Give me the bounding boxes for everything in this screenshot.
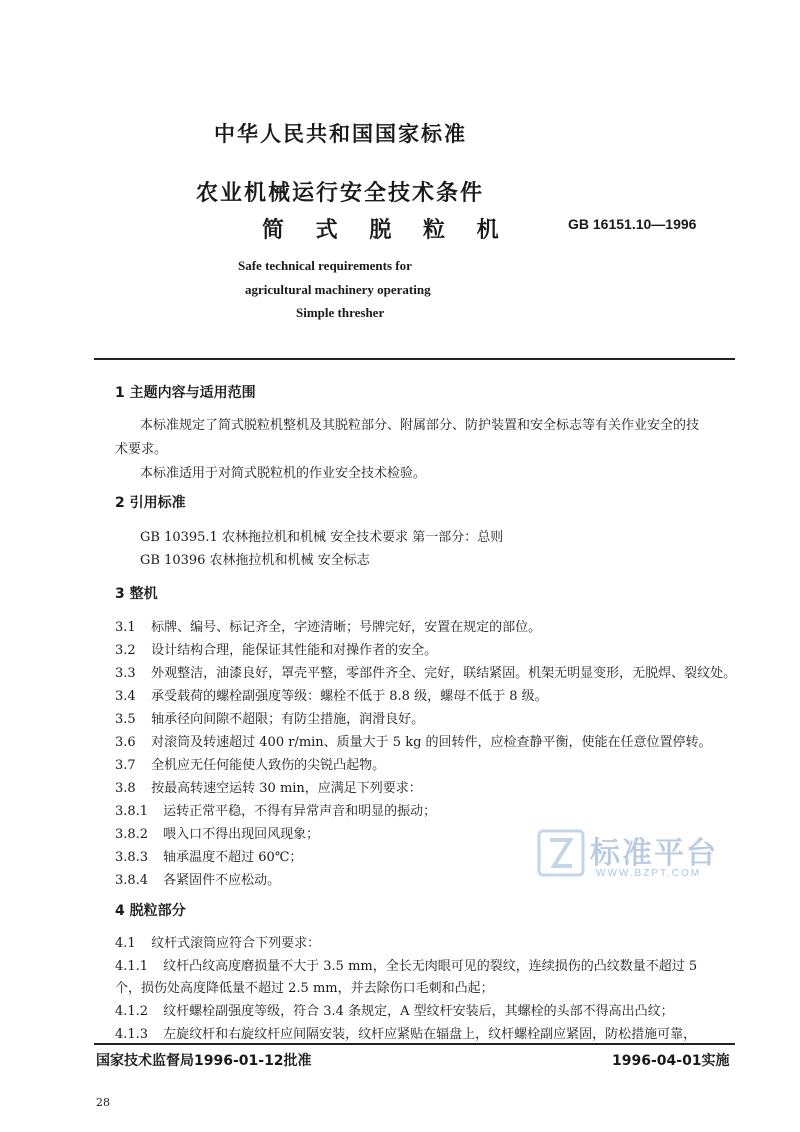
issued-date: 国家技术监督局1996-01-12批准 [96,1053,312,1069]
clause-item [115,777,422,796]
clause-text: 设计结构合理，能保证其性能和对操作者的安全。 [151,643,438,658]
clause-item [115,662,736,681]
clause-item [115,1000,674,1019]
english-title-line-1: Safe technical requirements for [238,258,412,273]
clause-item [115,932,320,951]
section-2-heading: 2 引用标准 [115,495,186,511]
clause-item [115,1023,696,1042]
clause-text: 个，损伤处高度降低量不超过 2.5 mm，并去除伤口毛刺和凸起； [115,981,494,996]
section-1-para-1-line-2: 术要求。 [115,442,168,457]
clause-text: 承受载荷的螺栓副强度等级：螺栓不低于 8.8 级，螺母不低于 8 级。 [151,689,548,704]
watermark-url: WWW.BZPT.COM [596,868,702,879]
clause-number: 3.8.3 [115,850,149,865]
clause-text: 左旋纹杆和右旋纹杆应间隔安装，纹杆应紧贴在辐盘上，纹杆螺栓副应紧固，防松措施可靠， [163,1027,697,1042]
section-1-heading: 1 主题内容与适用范围 [115,385,256,401]
clause-number: 4.1 [115,936,136,951]
clause-text: 对滚筒及转速超过 400 r/min、质量大于 5 kg 的回转件，应检查静平衡，使能在任意位置停转。 [151,735,712,750]
clause-item [115,846,302,865]
reference-item: GB 10396 农林拖拉机和机械 安全标志 [140,553,370,568]
page-number: 28 [96,1096,110,1109]
national-standard-label: 中华人民共和国国家标准 [214,122,467,146]
section-1-para-1-line-1: 本标准规定了简式脱粒机整机及其脱粒部分、附属部分、防护装置和安全标志等有关作业安全的技 [140,418,700,433]
clause-item [115,955,697,974]
clause-item [115,800,436,819]
clause-item [115,869,280,888]
english-title-line-2: agricultural machinery operating [245,282,431,297]
clause-text: 轴承温度不超过 60℃； [163,850,303,865]
clause-number: 3.1 [115,620,136,635]
clause-number: 4.1.2 [115,1004,149,1019]
clause-item [115,754,385,773]
clause-item [115,639,437,658]
footer-divider [94,1043,735,1045]
clause-text: 喂入口不得出现回风现象； [163,827,320,842]
watermark-logo-icon [536,828,586,878]
clause-item [115,708,424,727]
clause-number: 3.7 [115,758,136,773]
section-4-heading: 4 脱粒部分 [115,903,186,919]
clause-text: 各紧固件不应松动。 [163,873,281,888]
clause-number: 4.1.3 [115,1027,149,1042]
clause-number: 3.8.4 [115,873,149,888]
section-3-heading: 3 整机 [115,586,158,602]
watermark-text: 标准平台 [590,836,718,871]
reference-item: GB 10395.1 农林拖拉机和机械 安全技术要求 第一部分：总则 [140,530,504,545]
clause-number: 3.6 [115,735,136,750]
clause-number: 3.8 [115,781,136,796]
clause-text: 按最高转速空运转 30 min，应满足下列要求： [151,781,422,796]
clause-item [115,731,712,750]
clause-item [115,616,541,635]
effective-date: 1996-04-01实施 [612,1053,730,1069]
document-subtitle: 简 式 脱 粒 机 [262,218,511,243]
clause-text: 标牌、编号、标记齐全，字迹清晰；号牌完好，安置在规定的部位。 [151,620,542,635]
clause-text: 纹杆式滚筒应符合下列要求： [151,936,321,951]
english-title-line-3: Simple thresher [296,305,385,320]
clause-number: 3.3 [115,666,136,681]
section-1-para-2: 本标准适用于对简式脱粒机的作业安全技术检验。 [140,466,427,481]
clause-continuation [115,977,494,996]
standard-code: GB 16151.10—1996 [568,216,697,232]
clause-text: 运转正常平稳，不得有异常声音和明显的振动； [163,804,437,819]
clause-number: 3.5 [115,712,136,727]
clause-number: 3.8.2 [115,827,149,842]
clause-text: 全机应无任何能使人致伤的尖锐凸起物。 [151,758,386,773]
clause-text: 轴承径向间隙不超限；有防尘措施，润滑良好。 [151,712,425,727]
clause-number: 3.8.1 [115,804,149,819]
document-title: 农业机械运行安全技术条件 [196,181,485,206]
clause-number: 3.2 [115,643,136,658]
clause-number: 3.4 [115,689,136,704]
clause-text: 外观整洁，油漆良好，罩壳平整，零部件齐全、完好，联结紧固。机架无明显变形，无脱焊、裂纹处。 [151,666,737,681]
clause-text: 纹杆螺栓副强度等级，符合 3.4 条规定，A 型纹杆安装后，其螺栓的头部不得高出凸纹； [163,1004,674,1019]
clause-text: 纹杆凸纹高度磨损量不大于 3.5 mm，全长无肉眼可见的裂纹，连续损伤的凸纹数量不超过 5 [163,959,698,974]
clause-item [115,823,319,842]
clause-item [115,685,548,704]
clause-number: 4.1.1 [115,959,149,974]
header-divider [94,358,735,360]
